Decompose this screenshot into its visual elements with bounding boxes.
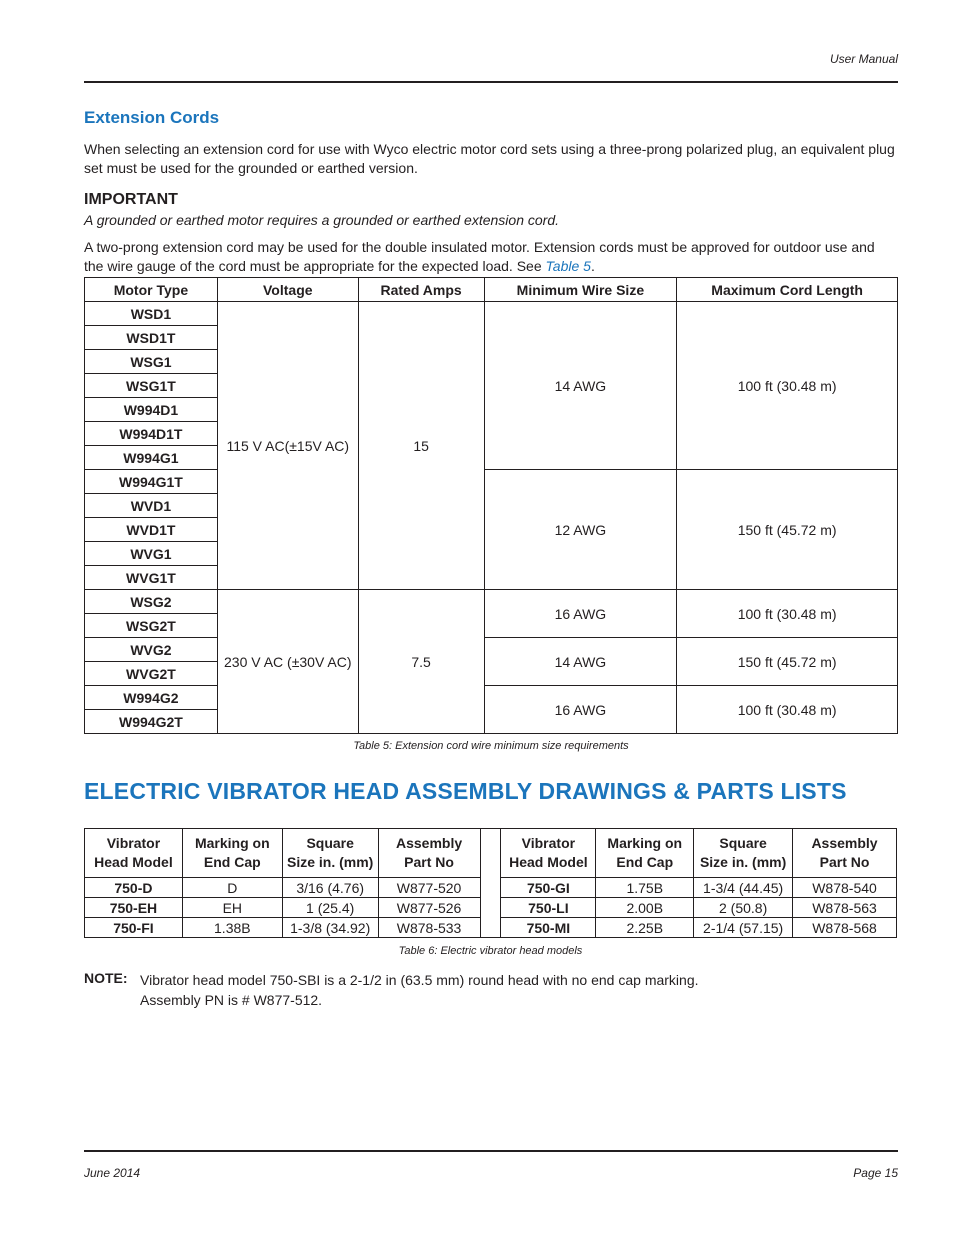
header-line: Vibrator (106, 835, 161, 851)
motor-type-cell: W994G1 (85, 446, 218, 470)
wire-size-cell: 12 AWG (484, 470, 677, 590)
col-header-min-wire-size: Minimum Wire Size (484, 278, 677, 302)
table-row (85, 302, 898, 326)
motor-type-cell: W994D1 (85, 398, 218, 422)
rated-amps-cell: 15 (358, 302, 484, 590)
note-line-2: Assembly PN is # W877-512. (140, 992, 323, 1008)
col-header-square-size (282, 829, 378, 878)
header-line: Assembly (811, 835, 878, 851)
table-gap-column (480, 829, 501, 938)
motor-type-cell: W994D1T (85, 422, 218, 446)
size-cell: 1 (25.4) (282, 898, 378, 918)
marking-cell: 2.00B (596, 898, 694, 918)
important-heading: IMPORTANT (84, 191, 178, 208)
wire-size-cell: 16 AWG (484, 686, 677, 734)
model-cell: 750-EH (85, 898, 183, 918)
part-cell: W878-540 (793, 878, 897, 898)
marking-cell: 2.25B (596, 918, 694, 938)
voltage-cell: 230 V AC (±30V AC) (217, 590, 358, 734)
marking-cell: 1.75B (596, 878, 694, 898)
header-line: Square (306, 835, 354, 851)
col-header-max-cord-length: Maximum Cord Length (677, 278, 898, 302)
header-line: Part No (819, 854, 870, 870)
size-cell: 2 (50.8) (694, 898, 793, 918)
header-line: Size in. (mm) (699, 854, 787, 870)
col-header-model (501, 829, 596, 878)
model-cell: 750-FI (85, 918, 183, 938)
marking-cell: D (182, 878, 282, 898)
header-line: Part No (404, 854, 454, 870)
paragraph-end: . (590, 258, 595, 274)
table-row (85, 590, 898, 614)
model-cell: 750-LI (501, 898, 596, 918)
wire-size-cell: 16 AWG (484, 590, 677, 638)
cord-length-cell: 100 ft (30.48 m) (677, 302, 898, 470)
header-line: Vibrator (521, 835, 576, 851)
part-cell: W877-520 (378, 878, 480, 898)
motor-type-cell: WSG2 (85, 590, 218, 614)
section-title-extension-cords: Extension Cords (84, 108, 220, 127)
intro-paragraph: When selecting an extension cord for use with Wyco electric motor cord sets using a three-prong polarized plug, an equivalent plug set must be used for the grounded or earthed version. (84, 141, 895, 176)
cord-length-cell: 150 ft (45.72 m) (677, 470, 898, 590)
size-cell: 2-1/4 (57.15) (694, 918, 793, 938)
important-text: A grounded or earthed motor requires a grounded or earthed extension cord. (84, 212, 560, 228)
table-header-row (85, 829, 897, 878)
col-header-assembly-part (378, 829, 480, 878)
table-row (85, 686, 898, 710)
header-line: End Cap (616, 854, 674, 870)
table-header-row (85, 278, 898, 302)
size-cell: 1-3/8 (34.92) (282, 918, 378, 938)
motor-type-cell: WSG2T (85, 614, 218, 638)
footer-rule (84, 1150, 898, 1152)
note-label: NOTE: (84, 970, 128, 986)
col-header-square-size (694, 829, 793, 878)
col-header-rated-amps: Rated Amps (358, 278, 484, 302)
size-cell: 1-3/4 (44.45) (694, 878, 793, 898)
motor-type-cell: WVG1 (85, 542, 218, 566)
header-line: Head Model (509, 854, 588, 870)
col-header-voltage: Voltage (217, 278, 358, 302)
note-text (140, 970, 699, 1010)
col-header-assembly-part (793, 829, 897, 878)
marking-cell: 1.38B (182, 918, 282, 938)
motor-type-cell: W994G2 (85, 686, 218, 710)
motor-type-cell: WVD1 (85, 494, 218, 518)
motor-type-cell: WVG2T (85, 662, 218, 686)
running-header: User Manual (829, 52, 898, 66)
wire-size-cell: 14 AWG (484, 638, 677, 686)
col-header-marking (182, 829, 282, 878)
rated-amps-cell: 7.5 (358, 590, 484, 734)
motor-type-cell: WVG1T (85, 566, 218, 590)
header-line: Marking on (607, 835, 683, 851)
motor-type-cell: WSG1T (85, 374, 218, 398)
table-6-caption: Table 6: Electric vibrator head models (398, 945, 583, 957)
motor-type-cell: WSG1 (85, 350, 218, 374)
extension-cord-paragraph (84, 238, 898, 276)
header-rule (84, 81, 898, 83)
extension-cord-table (84, 277, 898, 734)
paragraph-text: A two-prong extension cord may be used for the double insulated motor. Extension cords must be approved for outdoor use and the wire gauge of the cord must be appropriate for the expected load. See (84, 239, 875, 274)
part-cell: W878-568 (793, 918, 897, 938)
motor-type-cell: W994G2T (85, 710, 218, 734)
table-5-link[interactable]: Table 5 (545, 258, 591, 274)
motor-type-cell: WSD1 (85, 302, 218, 326)
motor-type-cell: WVD1T (85, 518, 218, 542)
col-header-marking (596, 829, 694, 878)
note-line-1: Vibrator head model 750-SBI is a 2-1/2 in (63.5 mm) round head with no end cap marking. (140, 972, 699, 988)
col-header-motor-type: Motor Type (85, 278, 218, 302)
part-cell: W878-563 (793, 898, 897, 918)
model-cell: 750-D (85, 878, 183, 898)
header-line: Size in. (mm) (287, 854, 374, 870)
page-number: Page 15 (853, 1166, 898, 1180)
header-line: Assembly (395, 835, 463, 851)
footer-date: June 2014 (84, 1166, 141, 1180)
marking-cell: EH (182, 898, 282, 918)
header-line: Marking on (194, 835, 270, 851)
header-line: End Cap (203, 854, 261, 870)
col-header-model (85, 829, 183, 878)
part-cell: W878-533 (378, 918, 480, 938)
table-5-caption: Table 5: Extension cord wire minimum size requirements (353, 740, 629, 752)
motor-type-cell: WSD1T (85, 326, 218, 350)
voltage-cell: 115 V AC(±15V AC) (217, 302, 358, 590)
cord-length-cell: 100 ft (30.48 m) (677, 686, 898, 734)
header-line: Square (719, 835, 767, 851)
part-cell: W877-526 (378, 898, 480, 918)
section-title-vibrator-heads: ELECTRIC VIBRATOR HEAD ASSEMBLY DRAWINGS & PARTS LISTS (84, 778, 847, 804)
motor-type-cell: W994G1T (85, 470, 218, 494)
size-cell: 3/16 (4.76) (282, 878, 378, 898)
model-cell: 750-GI (501, 878, 596, 898)
table-row (85, 470, 898, 494)
wire-size-cell: 14 AWG (484, 302, 677, 470)
cord-length-cell: 150 ft (45.72 m) (677, 638, 898, 686)
motor-type-cell: WVG2 (85, 638, 218, 662)
model-cell: 750-MI (501, 918, 596, 938)
vibrator-head-table (84, 828, 897, 938)
table-row (85, 638, 898, 662)
header-line: Head Model (94, 854, 173, 870)
cord-length-cell: 100 ft (30.48 m) (677, 590, 898, 638)
